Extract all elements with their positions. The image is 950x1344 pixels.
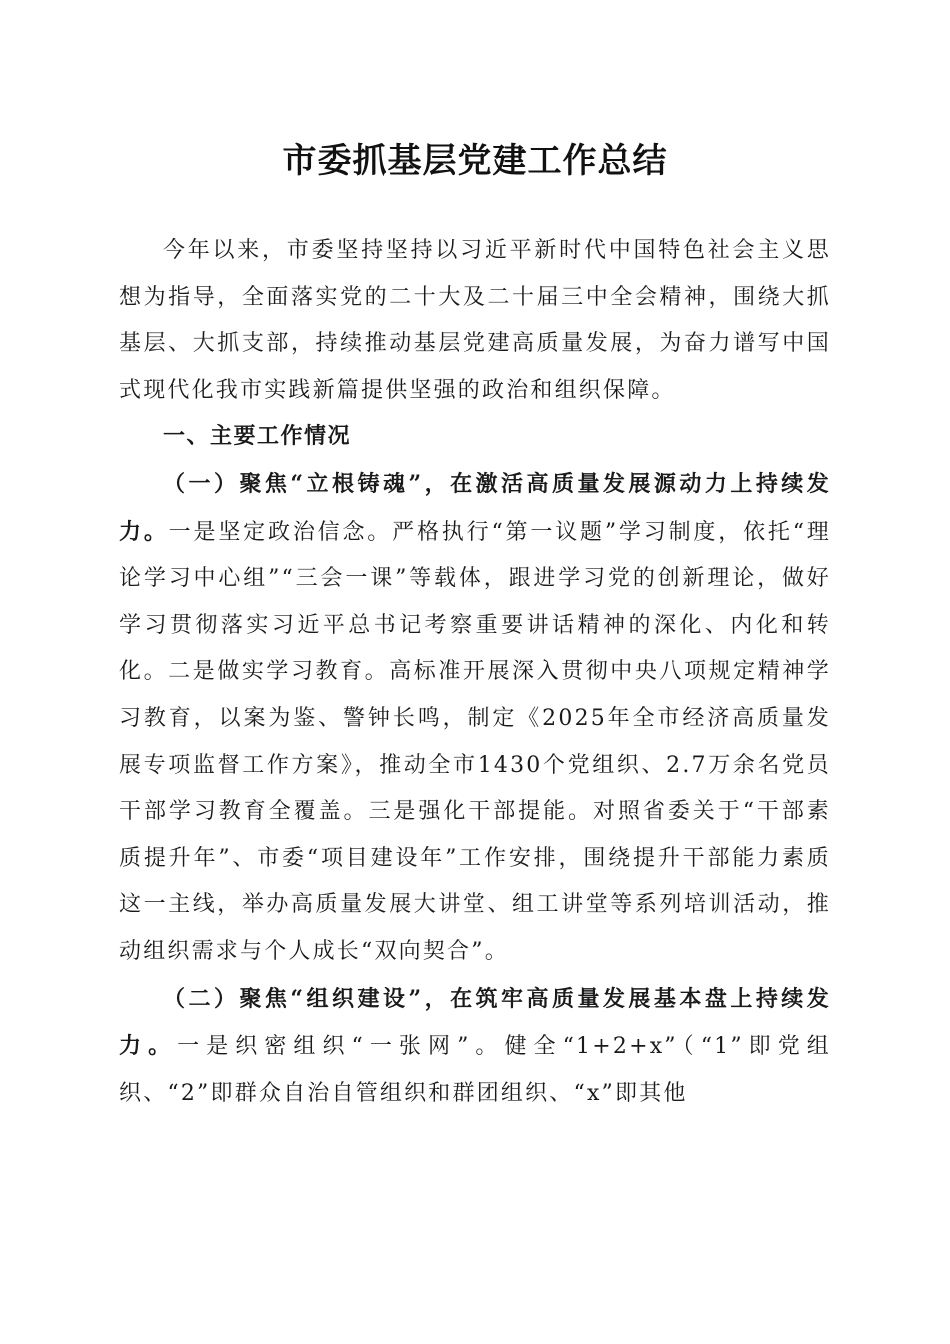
section-heading: 一、主要工作情况 bbox=[163, 424, 352, 450]
subsection-2-lead: （二）聚焦“组织建设”，在筑牢高质量发展基本盘上持续发力。 bbox=[119, 985, 831, 1060]
subsection-1-text: 一是坚定政治信念。严格执行“第一议题”学习制度，依托“理论学习中心组”“三会一课”等载体，跟进学习党的创新理论，做好学习贯彻落实习近平总书记考察重要讲话精神的深化、内化和转化。二是做实学习教育。高标准开展深入贯彻中央八项规定精神学习教育，以案为鉴、警钟长鸣，制定《2025年全市经济高质量发展专项监督工作方案》，推动全市1430个党组织、2.7万余名党员干部学习教育全覆盖。三是强化干部提能。对照省委关于“干部素质提升年”、市委“项目建设年”工作安排，围绕提升干部能力素质这一主线，举办高质量发展大讲堂、组工讲堂等系列培训活动，推动组织需求与个人成长“双向契合”。 bbox=[119, 519, 832, 964]
intro-paragraph: 今年以来，市委坚持坚持以习近平新时代中国特色社会主义思想为指导，全面落实党的二十大及二十届三中全会精神，围绕大抓基层、大抓支部，持续推动基层党建高质量发展，为奋力谱写中国式现代化我市实践新篇提供坚强的政治和组织保障。 bbox=[119, 238, 831, 403]
subsection-2-paragraph bbox=[119, 976, 831, 1118]
subsection-1-lead: （一）聚焦“立根铸魂”，在激活高质量发展源动力上持续发力。 bbox=[119, 470, 831, 545]
subsection-1-paragraph bbox=[119, 461, 831, 976]
subsection-2-text: 一是织密组织“一张网”。健全“1+2+x”（“1”即党组织、“2”即群众自治自管组织和群团组织、“x”即其他 bbox=[119, 1034, 831, 1106]
document-body bbox=[119, 228, 831, 1117]
document-title: 市委抓基层党建工作总结 bbox=[282, 141, 668, 181]
